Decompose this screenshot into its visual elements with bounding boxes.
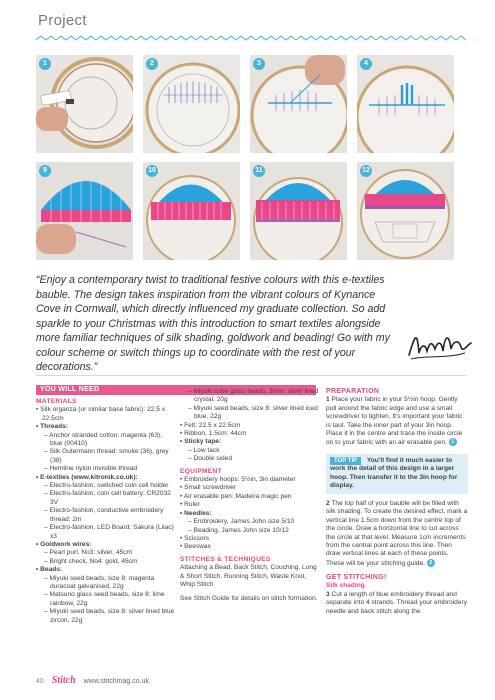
magazine-logo: Stitch (51, 675, 76, 686)
step-photo-1 (36, 55, 133, 153)
list-item: • Silk organza (or similar base fabric): 22.5 x 22.5cm (36, 406, 166, 422)
list-subitem: – Silk Gutermann thread: smoke (36), grey (38) (44, 448, 169, 464)
materials-column (36, 398, 176, 625)
list-item: • Embroidery hoops: 5½in, 3in diameter (180, 476, 296, 484)
back-stitch-image (250, 55, 347, 153)
list-subitem: – Beading, James John size 10/12 (188, 526, 289, 534)
list-item-heading: • Needles: (180, 509, 212, 517)
designer-signature (405, 325, 475, 365)
list-subitem: – Miyuki seed beads, size 8: silver lined iced blue, 22g (188, 404, 318, 421)
preparation-column (326, 388, 468, 616)
section-heading: EQUIPMENT (180, 467, 222, 475)
list-subitem: – Pearl purl, No3: silver, 45cm (44, 549, 132, 557)
list-item-heading: • E-textiles (www.kitronik.co.uk): (36, 473, 138, 481)
top-tip-label: TOP TIP (330, 457, 361, 466)
silk-shading-subheading: Silk shading (326, 582, 365, 590)
list-subitem: – Bright check, No4: gold, 45cm (44, 557, 138, 565)
step-number-badge: 4 (360, 58, 372, 70)
list-item-heading: • Threads: (36, 423, 68, 431)
list-subitem: – Double sided (188, 455, 232, 463)
gradient-shading-image (250, 162, 347, 260)
designer-quote: “Enjoy a contemporary twist to traditional festive colours with this e-textiles bauble. The design takes inspiration from the vibrant colours of Kynance Cove in Cornwall, which directly influenced my graduate collection. So add sparkle to your Christmas with this introduction to smart textiles alongside more familiar techniques of silk shading, goldwork and beading! Go with my colour scheme or switch things up to coordinate with the rest of your decorations.” (36, 274, 390, 373)
step-photo-11 (250, 162, 347, 260)
list-item: • Small screwdriver (180, 484, 237, 492)
page-number: 40 (36, 678, 44, 685)
zigzag-divider (36, 34, 466, 42)
step-number-badge: 3 (253, 58, 265, 70)
get-stitching-heading: GET STITCHING! (326, 573, 387, 581)
top-tip-box (326, 454, 468, 494)
section-divider (36, 375, 467, 376)
step-photo-4 (357, 55, 454, 153)
hoop-tracing-image (36, 55, 133, 153)
step-number-badge: 2 (146, 58, 158, 70)
top-tip-text: You'll find it much easier to work the detail of this design in a larger hoop. Then transfer it to the 3in hoop for display. (330, 456, 458, 490)
you-will-need-heading: YOU WILL NEED (40, 386, 100, 393)
step-number-badge: 12 (360, 165, 372, 177)
shaded-half-image (143, 162, 240, 260)
website-link[interactable]: www.stitchmag.co.uk (83, 678, 149, 685)
list-item-heading: • Sticky tape: (180, 438, 222, 446)
step-2-number: 2 (326, 499, 330, 507)
step-number-badge: 1 (39, 58, 51, 70)
list-item: • Air erasable pen: Madeira magic pen (180, 492, 292, 500)
photo-ref-badge: 1 (449, 438, 457, 446)
step-3-text (326, 591, 468, 616)
list-subitem: – Hemline nylon invisible thread (44, 465, 138, 473)
marked-lines-image (143, 55, 240, 153)
step-photo-3 (250, 55, 347, 153)
step-1-number: 1 (326, 396, 330, 404)
list-subitem: – Miyuki seed beads, size 8: silver lined blue zircon, 22g (44, 608, 175, 624)
page-footer (36, 675, 149, 686)
list-item-heading: • Beads: (36, 566, 63, 574)
list-item: • Scissors (180, 534, 210, 542)
list-subitem: – Electro-fashion, LED Board: Sakura (Lilac) x3 (44, 524, 174, 540)
step-number-badge: 10 (146, 165, 158, 177)
pink-stitching-image (36, 162, 133, 260)
step-photo-12 (357, 162, 454, 260)
step-3-body: Cut a length of blue embroidery thread and separate into 4 strands. Thread your embroidery needle and back stitch along the (326, 590, 467, 615)
list-item: • Ribbon, 1.5cm: 44cm (180, 430, 247, 438)
body-text: Attaching a Bead, Back Stitch, Couching, Long & Short Stitch, Running Stitch, Waste Knot, Whip Stitch (180, 564, 317, 588)
photo-ref-badge: 2 (427, 559, 435, 567)
list-subitem: – Electro-fashion, switched coin cell holder (44, 482, 169, 490)
list-subitem: – Anchor stranded cotton: magenta (63), blue (00410) (44, 431, 163, 448)
list-subitem: – Miyuki seed beads, size 8: magenta duracoat galvanised, 22g (44, 574, 155, 590)
list-subitem: – Miyuki cube glass beads, 3mm: silver lined crystal, 20g (188, 388, 319, 404)
list-item: • Felt: 22.5 x 22.5cm (180, 421, 241, 429)
equipment-column (180, 388, 320, 604)
blue-stitching-image (357, 55, 454, 153)
body-text: See Stitch Guide for details on stitch formation. (180, 595, 318, 603)
step-number-badge: 11 (253, 165, 265, 177)
step-3-number: 3 (326, 590, 330, 598)
list-subitem: – Matsuno glass seed beads, size 8: lime rainbow, 22g (44, 591, 165, 607)
preparation-heading: PREPARATION (326, 388, 380, 395)
page-header-title: Project (38, 12, 87, 29)
step-photo-10 (143, 162, 240, 260)
list-subitem: – Electro-fashion, coin cell battery: CR2032 3V (44, 490, 171, 506)
materials-heading: MATERIALS (36, 398, 77, 405)
list-item-heading: • Goldwork wires: (36, 540, 92, 548)
list-subitem: – Electro-fashion, conductive embroidery thread: 2m (44, 507, 164, 523)
section-heading: STITCHES & TECHNIQUES (180, 555, 271, 563)
step-photo-9 (36, 162, 133, 260)
step-2-body: The top half of your bauble will be filled with silk shading. To create the desired effect, mark a vertical line 1.5cm down from the centre top of the circle. Draw a horizontal line to cut across the circle at that level. Measure 1cm increments from the central point across this line. Then draw vertical lines at each of these points. These will be your stitching guide. (326, 499, 468, 567)
list-subitem: – Low tack (188, 446, 220, 454)
finished-top-image (357, 162, 454, 260)
step-1-body: Place your fabric in your 5½in hoop. Gently pull around the fabric edge and use a small screwdriver to tighten. It's important your fabric is taut. Take the inner part of your 3in hoop. Place it in the centre and trace the inside circle on to your fabric with an air erasable pen. (326, 396, 463, 447)
list-subitem: – Embroidery, James John size 5/10 (188, 518, 295, 526)
step-2-text (326, 500, 468, 568)
step-1-text (326, 396, 468, 447)
step-photo-2 (143, 55, 240, 153)
list-item: • Ruler (180, 501, 200, 509)
list-item: • Beeswax (180, 543, 211, 551)
step-number-badge: 9 (39, 165, 51, 177)
